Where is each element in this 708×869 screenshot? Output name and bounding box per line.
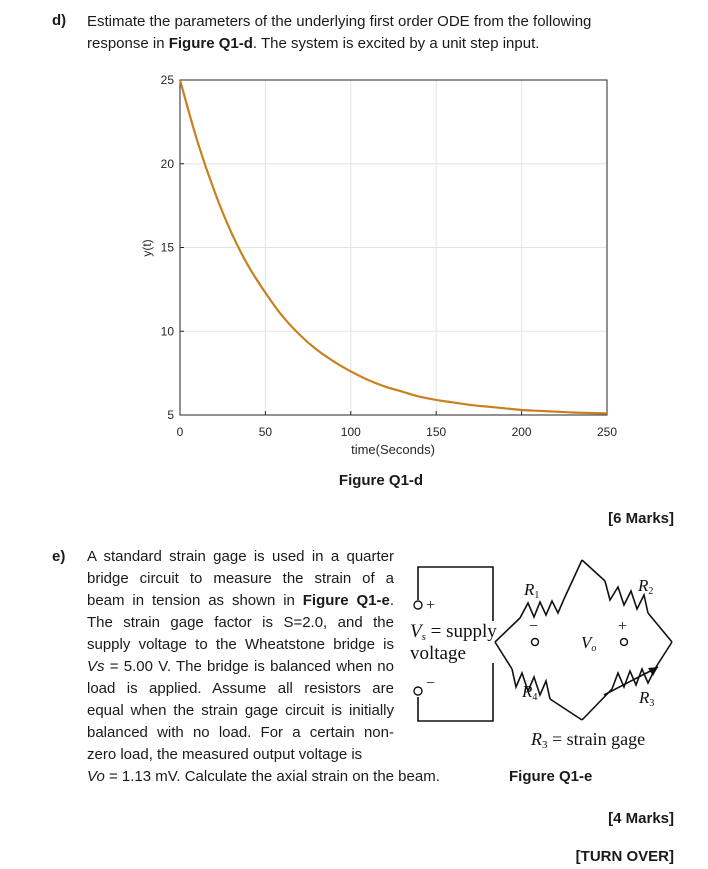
r4-label: R4 [522, 682, 538, 703]
r2-label: R2 [638, 576, 654, 597]
strain-gage-label: R3 = strain gage [531, 729, 646, 751]
chart-ytick-label: 10 [160, 324, 174, 339]
vs-plus-label: + [426, 597, 436, 614]
question-e-line: The strain gage factor is S=2.0, and the [87, 614, 394, 631]
chart-xtick-label: 100 [340, 425, 361, 439]
circuit-wire [495, 618, 520, 642]
circuit-wire [582, 560, 605, 581]
vo-plus-label: + [618, 618, 628, 635]
r3-resistor [612, 667, 656, 689]
circuit-wire [550, 699, 582, 720]
chart-xtick-label: 0 [176, 425, 184, 439]
figure-q1-e-circuit [400, 555, 700, 755]
chart-ylabel: y(t) [140, 239, 154, 257]
vs-minus-label: − [426, 675, 436, 692]
question-e-vs: Vs [87, 658, 105, 675]
question-e-line: zero load, the measured output voltage is [87, 746, 363, 763]
figure-q1-d-caption: Figure Q1-d [338, 472, 424, 489]
question-e-line3-post: . [389, 592, 394, 609]
question-e-line: load is applied. Assume all resistors are [87, 680, 394, 697]
chart-ytick-label: 20 [160, 156, 174, 171]
question-e-line10-rest: = 1.13 mV. Calculate the axial strain on the beam. [104, 768, 440, 785]
chart-xlabel: time(Seconds) [351, 442, 435, 457]
question-e-line [87, 766, 440, 788]
chart-series-line [180, 80, 607, 413]
question-e-line: supply voltage to the Wheatstone bridge is [87, 636, 394, 653]
chart-ticks [161, 73, 618, 439]
strain-arrow-shaft [604, 667, 658, 695]
vs-plus-terminal [414, 601, 422, 609]
chart-xtick-label: 150 [426, 425, 447, 439]
turn-over-label: [TURN OVER] [575, 848, 674, 865]
question-e-body [87, 546, 440, 788]
figure-q1-e-caption: Figure Q1-e [509, 768, 593, 785]
circuit-wire [495, 642, 512, 669]
question-e-line3-pre: beam in tension as shown in [87, 592, 303, 609]
question-e-line: A standard strain gage is used in a quarter [87, 548, 394, 565]
chart-xtick-label: 50 [258, 425, 273, 439]
vs-supply-label: Vs = supply [410, 621, 497, 643]
question-e-line: equal when the strain gage circuit is initially [87, 702, 394, 719]
question-d-line2-pre: response in [87, 35, 169, 52]
circuit-wire [656, 642, 672, 667]
chart-grid [180, 80, 607, 415]
circuit-wire [648, 613, 672, 642]
question-e-figure-ref: Figure Q1-e [302, 592, 390, 609]
question-e-line [87, 656, 394, 678]
vo-label: Vo [581, 633, 597, 654]
chart-xtick-label: 200 [511, 425, 532, 439]
r1-resistor [520, 599, 564, 618]
chart-ytick-label: 15 [160, 240, 174, 255]
question-e-line: bridge circuit to measure the strain of a [87, 570, 394, 587]
circuit-wire [564, 560, 582, 599]
chart-xtick-label: 250 [596, 425, 618, 439]
question-e-marks: [4 Marks] [608, 810, 674, 827]
vo-minus-terminal [532, 639, 539, 646]
question-e-line: balanced with no load. For a certain non- [87, 724, 394, 741]
r3-label: R3 [639, 688, 655, 709]
vs-minus-terminal [414, 687, 422, 695]
r1-label: R1 [524, 580, 540, 601]
question-d-line1: Estimate the parameters of the underlying first order ODE from the following [87, 13, 592, 30]
question-d-label: d) [52, 12, 67, 29]
chart-ytick-label: 25 [160, 73, 174, 87]
vo-minus-label: − [529, 618, 539, 635]
circuit-supply-wire-bottom [418, 663, 493, 721]
question-e-line [87, 590, 394, 612]
question-e-label: e) [52, 548, 66, 565]
question-d-figure-ref: Figure Q1-d [168, 35, 253, 52]
question-e-vo: Vo [87, 768, 105, 785]
chart-ytick-label: 5 [167, 408, 174, 422]
question-d-marks: [6 Marks] [608, 510, 674, 527]
voltage-word: voltage [410, 643, 466, 664]
question-e-line5-rest: = 5.00 V. The bridge is balanced when no [104, 658, 394, 675]
vo-plus-terminal [621, 639, 628, 646]
question-d-line2-post: . The system is excited by a unit step input. [252, 35, 540, 52]
